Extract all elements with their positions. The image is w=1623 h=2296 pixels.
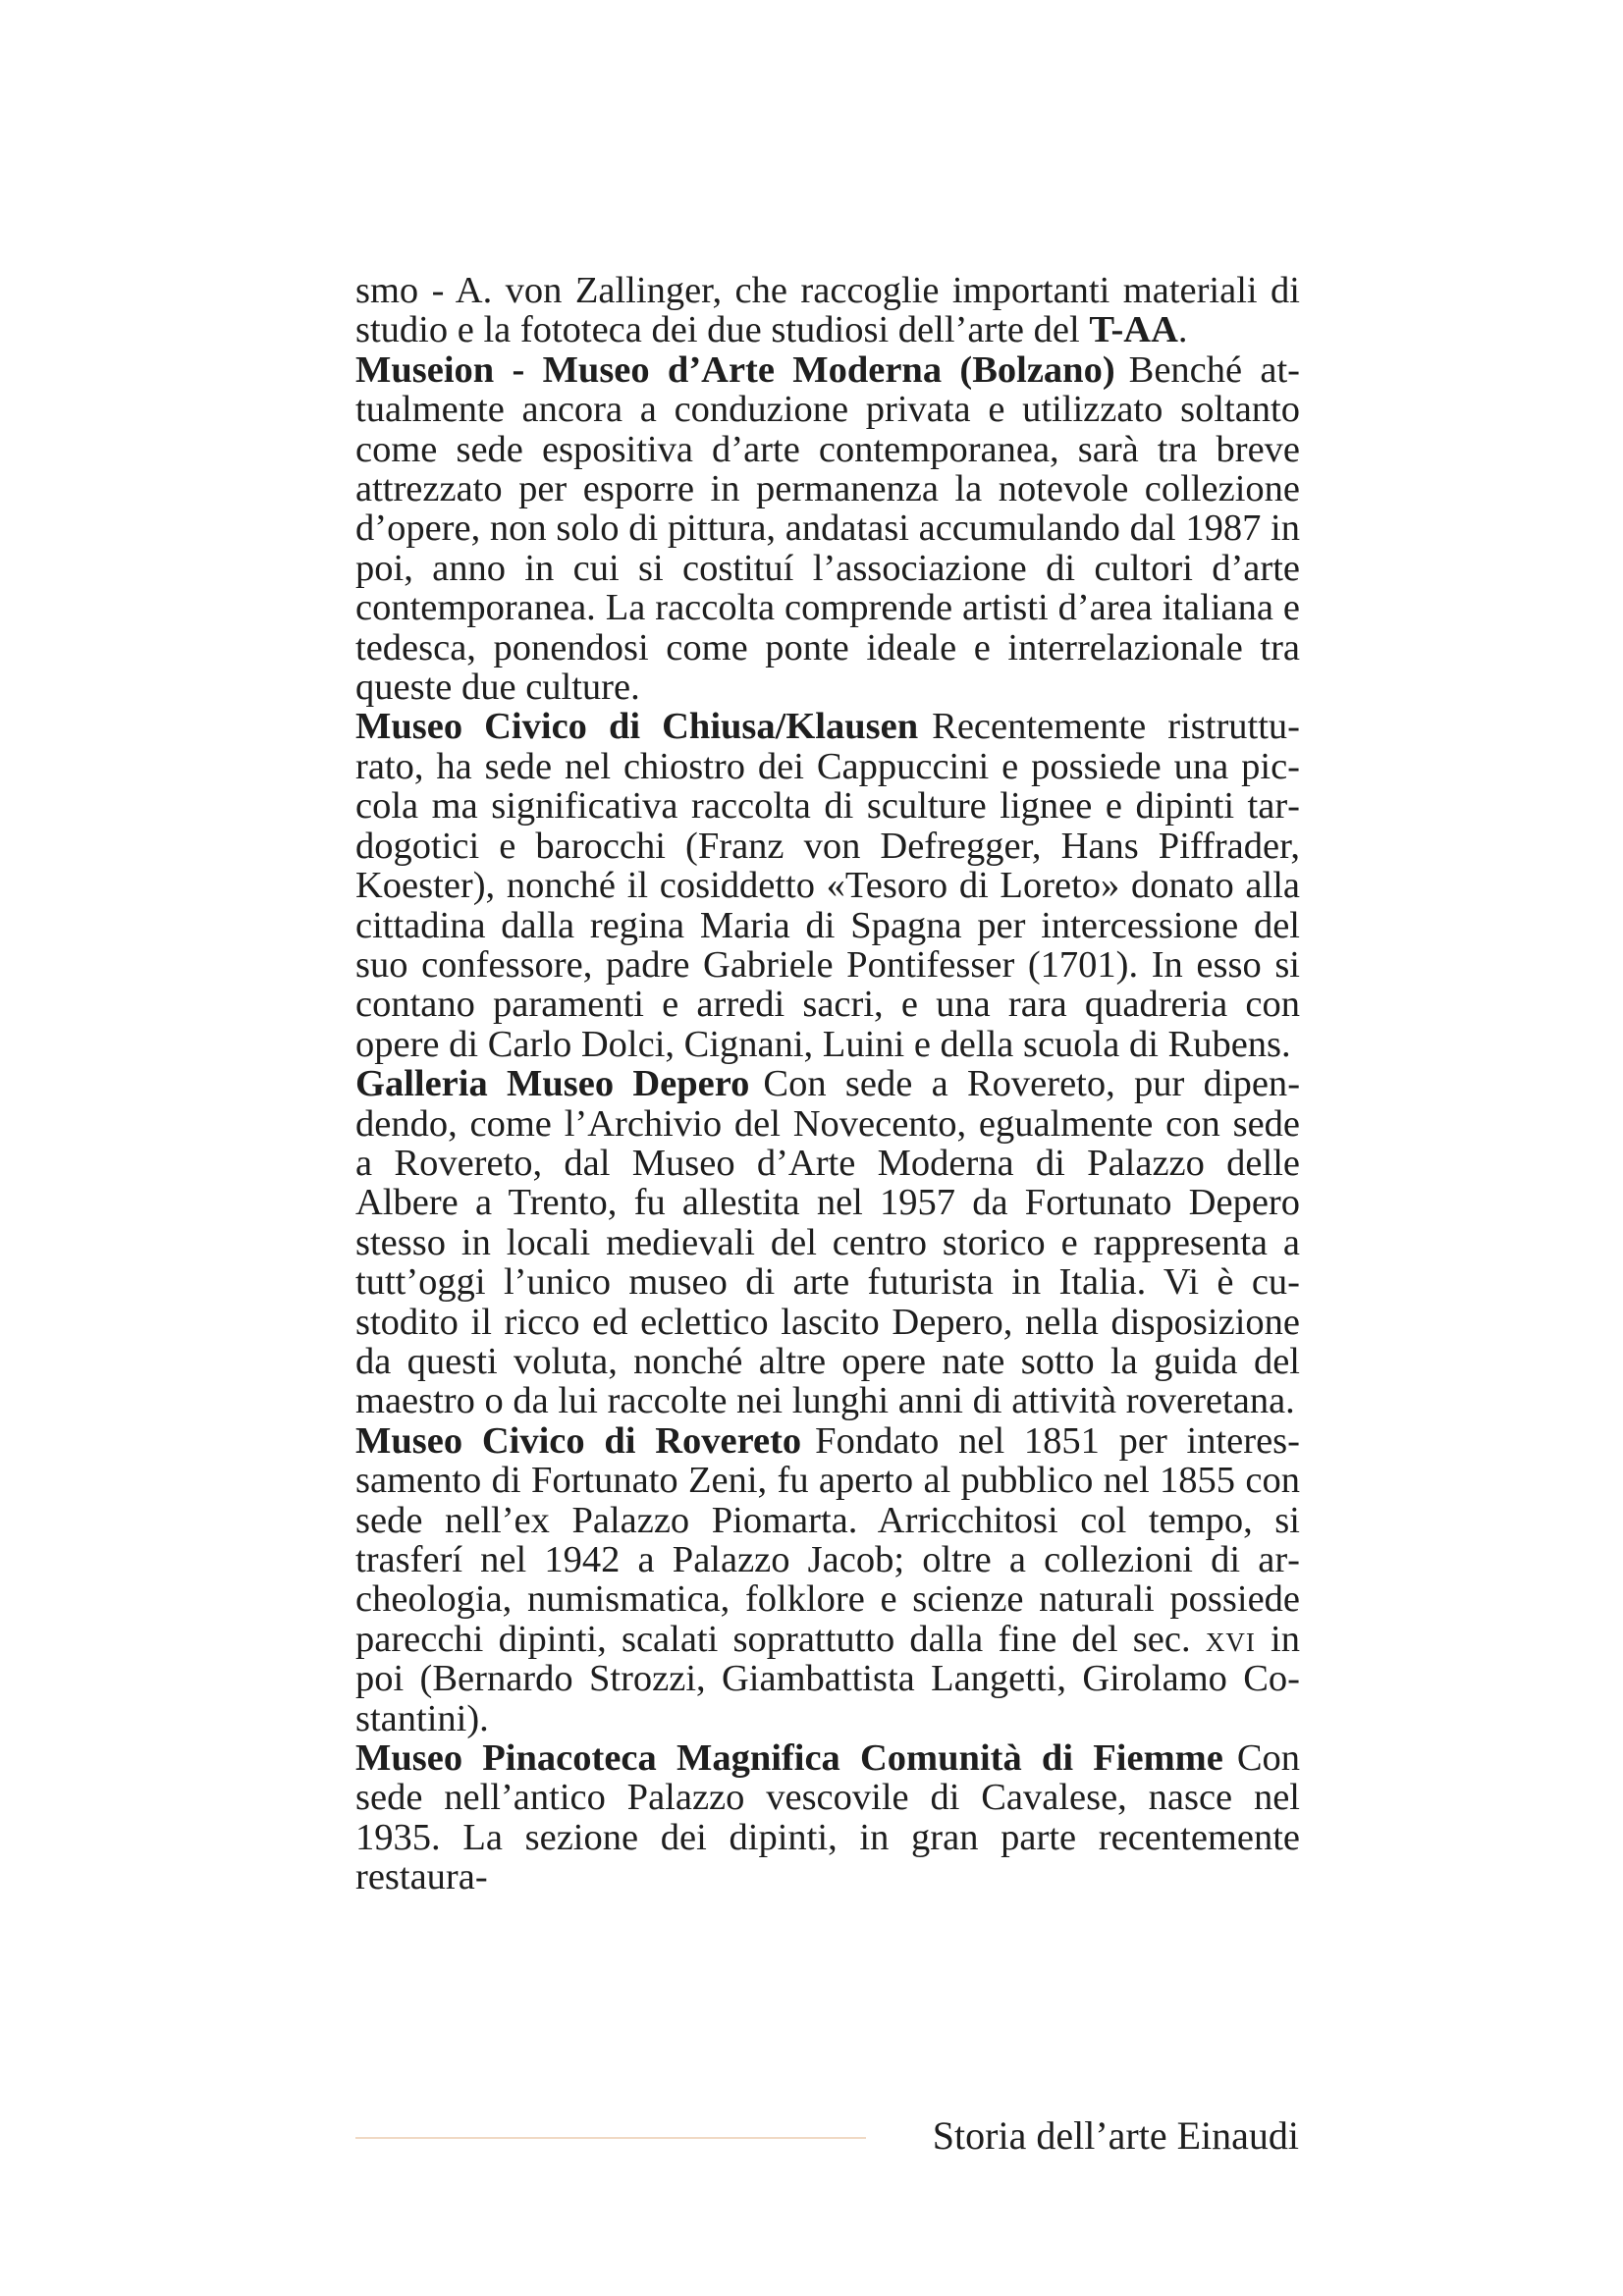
intro-end: . (1177, 309, 1188, 351)
entry-body: Con sede a Rovereto, pur dipendendo, come l’Archivio del Novecento, egualmente con sede a Rovereto, dal Museo d’Arte Moderna di Palazzo delle Albere a Trento, fu allestita nel 1957 da Fortunato Depero stesso in locali medievali del centro storico e rappresenta a tutt’oggi l’unico museo di arte futurista in Italia. Vi è custodito il ricco ed eclettico lascito Depero, nella disposizione da questi voluta, nonché altre opere nate sotto la guida del maestro o da lui raccolte nei lunghi anni di attività roveretana. (355, 1063, 1301, 1422)
entry-body: Fondato nel 1851 per interessamento di Fortunato Zeni, fu aperto al pubblico nel 1855 con sede nell’ex Palazzo Piomarta. Arricchitosi col tempo, si trasferí nel 1942 a Palazzo Jacob; oltre a collezioni di archeologia, numismatica, folklore e scienze naturali possiede parecchi dipinti, scalati soprattutto dalla fine del sec. (355, 1419, 1300, 1660)
entry-body: Recentemente ristrutturato, ha sede nel chiostro dei Cappuccini e possiede una piccola ma significativa raccolta di sculture lignee e dipinti tardogotici e barocchi (Franz von Defregger, Hans Piffrader, Koester), nonché il cosiddetto «Tesoro di Loreto» donato alla cittadina dalla regina Maria di Spagna per intercessione del suo confessore, padre Gabriele Pontifesser (1701). In esso si contano paramenti e arredi sacri, e una rara quadreria con opere di Carlo Dolci, Cignani, Luini e della scuola di Rubens. (355, 706, 1300, 1065)
page-body (355, 271, 1300, 1897)
entry-museo-pinacoteca-fiemme (355, 1738, 1300, 1897)
entry-title: Museo Pinacoteca Magnifica Comunità di Fiemme (355, 1737, 1223, 1780)
entry-title: Museo Civico di Chiusa/Klausen (355, 706, 919, 748)
entry-title: Museion - Museo d’Arte Moderna (Bolzano) (355, 348, 1115, 391)
entry-body-end: in poi (Bernardo Strozzi, Giambattista Langetti, Girolamo Costantini). (355, 1618, 1300, 1739)
footer-publication-title: Storia dell’arte Einaudi (932, 2113, 1299, 2158)
region-abbreviation: T-AA (1089, 309, 1178, 351)
entry-museo-civico-rovereto (355, 1421, 1300, 1738)
intro-text: smo - A. von Zallinger, che raccoglie importanti materiali di studio e la fototeca dei due studiosi dell’arte del (355, 270, 1300, 351)
century-numeral: xvi (1205, 1618, 1256, 1660)
entry-body: Benché attualmente ancora a conduzione privata e utilizzato soltanto come sede espositiva d’arte contemporanea, sarà tra breve attrezzato per esporre in permanenza la notevole collezione d’opere, non solo di pittura, andatasi accumulando dal 1987 in poi, anno in cui si costituí l’associazione di cultori d’arte contemporanea. La raccolta comprende artisti d’area italiana e tedesca, ponendosi come ponte ideale e interrelazionale tra queste due culture. (355, 348, 1300, 709)
entry-galleria-museo-depero (355, 1064, 1300, 1421)
entry-title: Galleria Museo Depero (355, 1063, 750, 1105)
intro-paragraph (355, 271, 1300, 350)
entry-body: Con sede nell’antico Palazzo vescovile di Cavalese, nasce nel 1935. La sezione dei dipinti, in gran parte recentemente restaura- (355, 1737, 1300, 1898)
footer-rule (355, 2137, 866, 2139)
entry-title: Museo Civico di Rovereto (355, 1419, 802, 1462)
entry-museion (355, 350, 1300, 708)
entry-museo-civico-chiusa (355, 707, 1300, 1064)
